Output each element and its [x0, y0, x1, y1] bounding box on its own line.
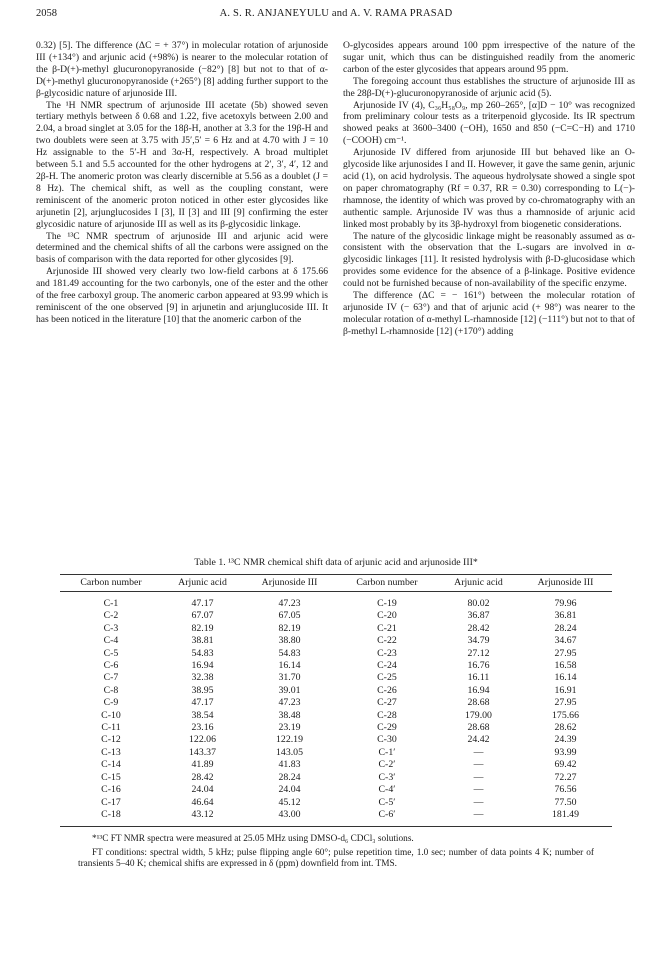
table-cell: C-24 — [377, 660, 397, 672]
table-cell: C-1′ — [378, 746, 396, 758]
table-cell: 122.19 — [276, 734, 303, 746]
table-cell: C-15 — [101, 771, 121, 783]
table-cell: C-23 — [377, 647, 397, 659]
table-row — [60, 660, 612, 672]
table-row — [60, 772, 612, 784]
table-cell: 16.11 — [467, 672, 490, 684]
table-cell: 24.04 — [278, 784, 301, 796]
table-row — [60, 623, 612, 635]
table-cell: 23.19 — [278, 722, 301, 734]
table-footnotes — [60, 834, 612, 870]
table-cell: 23.16 — [191, 722, 214, 734]
table-cell: C-3 — [103, 622, 119, 634]
table-header-row — [60, 575, 612, 592]
table-cell: C-2 — [103, 610, 119, 622]
table-cell: 122.06 — [189, 734, 216, 746]
table-cell: 45.12 — [278, 796, 301, 808]
table-cell: 39.01 — [278, 684, 301, 696]
table-row — [60, 734, 612, 746]
paragraph: Arjunoside IV differed from arjunoside III but behaved like an O-glycoside like arjunosides I and II. However, it gave the same genin, arjunic acid (1), on acid hydrolysis. The aqueous hydrolysate showed a single spot on paper chromatography (Rf = 0.37, RR = 0.30) corresponding to L(−)-rhamnose, the identity of which was proved by co-chromatography with an authentic sample. Arjunoside IV was thus a rhamnoside of arjunic acid linked most probably by its 3β-hydroxyl from biogenetic considerations. — [343, 147, 635, 230]
page-number: 2058 — [36, 8, 57, 19]
table-row — [60, 784, 612, 796]
table-cell: C-14 — [101, 759, 121, 771]
column-header: Carbon number — [356, 577, 418, 588]
table-cell: 47.17 — [191, 697, 214, 709]
column-header: Carbon number — [80, 577, 142, 588]
table-cell: 72.27 — [554, 771, 577, 783]
column-header: Arjunic acid — [178, 577, 227, 588]
table-cell: C-17 — [101, 796, 121, 808]
page-header — [36, 8, 636, 24]
table-cell: 28.68 — [467, 722, 490, 734]
table-cell: 76.56 — [554, 784, 577, 796]
table-row — [60, 672, 612, 684]
table-cell: C-9 — [103, 697, 119, 709]
table-cell: 36.81 — [554, 610, 577, 622]
table-cell: 43.00 — [278, 808, 301, 820]
table-cell: C-21 — [377, 622, 397, 634]
table-row — [60, 635, 612, 647]
table-cell: 27.12 — [467, 647, 490, 659]
table-cell: 82.19 — [191, 622, 214, 634]
table-row — [60, 610, 612, 622]
table-cell: — — [473, 808, 484, 820]
table-cell: 16.76 — [467, 660, 490, 672]
table-row — [60, 722, 612, 734]
table-cell: 36.87 — [467, 610, 490, 622]
table-cell: C-25 — [377, 672, 397, 684]
table-cell: 43.12 — [191, 808, 214, 820]
footnote: *¹³C FT NMR spectra were measured at 25.05 MHz using DMSO-d₆ CDCl₃ solutions. — [92, 834, 414, 845]
table-cell: 24.39 — [554, 734, 577, 746]
table-cell: 77.50 — [554, 796, 577, 808]
table-cell: 175.66 — [552, 709, 579, 721]
table-cell: 41.83 — [278, 759, 301, 771]
table-row — [60, 592, 612, 611]
table-cell: 46.64 — [191, 796, 214, 808]
table-cell: 54.83 — [278, 647, 301, 659]
table-cell: 16.14 — [278, 660, 301, 672]
table-cell: 28.68 — [467, 697, 490, 709]
table-cell: C-19 — [377, 598, 397, 609]
table-cell: C-22 — [377, 635, 397, 647]
table-cell: 31.70 — [278, 672, 301, 684]
table-cell: 47.23 — [278, 598, 301, 609]
table-cell: C-5 — [103, 647, 119, 659]
paragraph: The difference (ΔC = − 161°) between the molecular rotation of arjunoside IV (− 63°) and that of arjunic acid (+ 98°) was nearer to the molecular rotation of α-methyl L-rhamnoside [12] (−111°) but not to that of β-methyl L-rhamnoside [12] (+170°) adding — [343, 290, 635, 337]
table-caption: Table 1. ¹³C NMR chemical shift data of arjunic acid and arjunoside III* — [194, 557, 478, 568]
paragraph: The nature of the glycosidic linkage might be reasonably assumed as α-consistent with the observation that the L-sugars are involved in α-glycosidic linkages [11]. It resisted hydrolysis with β-D-glucosidase which provides some evidence for the absence of a β-linkage. Positive evidence could not be furnished because of non-availability of the specific enzyme. — [343, 230, 635, 290]
table-cell: 67.07 — [191, 610, 214, 622]
table-cell: C-27 — [377, 697, 397, 709]
paragraph: The ¹H NMR spectrum of arjunoside III acetate (5b) showed seven tertiary methyls between δ 0.68 and 1.22, five acetoxyls between 2.00 and 2.04, a broad singlet at 3.05 for the 18β-H, another at 3.3 for the 19β-H and two doublets were seen at 3.75 with J5′,5′ = 6 Hz and at 4.70 with J = 10 Hz assignable to the 5′-H and 3α-H, respectively. A broad multiplet between 5.1 and 5.5 accounted for the other hydrogens at 2′, 3′, 4′, 12 and 2β-H. The anomeric proton was clearly discernible at 5.56 as a doublet (J = 8 Hz). The chemical shift, as well as the coupling constant, were reminiscent of the anomeric proton noticed in other ester glycosides like arjunetin [2], arjunglucosides I [3], II [3] and III [9] confirming the ester glycosidic nature of arjunoside III as well as its β-glycosidic linkage. — [36, 99, 328, 230]
table-cell: C-30 — [377, 734, 397, 746]
table-cell: C-2′ — [378, 759, 396, 771]
table-cell: 16.94 — [191, 660, 214, 672]
table-cell: C-4′ — [378, 784, 396, 796]
table-cell: 16.91 — [554, 684, 577, 696]
table-cell: C-8 — [103, 684, 119, 696]
table-cell: 181.49 — [552, 808, 579, 820]
table-cell: 38.81 — [191, 635, 214, 647]
column-header: Arjunoside III — [261, 577, 318, 588]
table-cell: C-7 — [103, 672, 119, 684]
table-cell: C-28 — [377, 709, 397, 721]
table-cell: 54.83 — [191, 647, 214, 659]
table-cell: 28.42 — [191, 771, 214, 783]
table-cell: 79.96 — [554, 598, 577, 609]
table-row — [60, 697, 612, 709]
table-cell: 38.80 — [278, 635, 301, 647]
table-cell: C-18 — [101, 808, 121, 820]
table-cell: 16.58 — [554, 660, 577, 672]
paragraph: Arjunoside III showed very clearly two low-field carbons at δ 175.66 and 181.49 accounting for the two carbonyls, one of the ester and the other of the free carboxyl group. The anomeric carbon appeared at 93.99 which is reminiscent of the one observed [9] in arjunetin and arjunglucoside III. It has been noticed in the literature [10] that the anomeric carbon of the — [36, 266, 328, 325]
footnote: FT conditions: spectral width, 5 kHz; pulse flipping angle 60°; pulse repetition time, 1.0 sec; number of data points 4 K; number of transients 5–40 K; chemical shifts are expressed in δ (ppm) downfield from int. TMS. — [78, 847, 594, 870]
table-cell: C-29 — [377, 722, 397, 734]
table-cell: C-13 — [101, 746, 121, 758]
table-cell: C-5′ — [378, 796, 396, 808]
table-cell: 69.42 — [554, 759, 577, 771]
table-cell: C-1 — [103, 598, 119, 609]
table-row — [60, 710, 612, 722]
table-cell: 32.38 — [191, 672, 214, 684]
table-cell: C-10 — [101, 709, 121, 721]
table-row — [60, 797, 612, 809]
table-cell: 34.79 — [467, 635, 490, 647]
running-title: A. S. R. ANJANEYULU and A. V. RAMA PRASAD — [219, 8, 453, 19]
table-cell: 38.95 — [191, 684, 214, 696]
table-cell: 47.23 — [278, 697, 301, 709]
table-cell: 67.05 — [278, 610, 301, 622]
table-row — [60, 809, 612, 827]
table-cell: 38.48 — [278, 709, 301, 721]
paragraph: 0.32) [5]. The difference (ΔC = + 37°) in molecular rotation of arjunoside III (+134°) and arjunic acid (+98%) is nearer to the molecular rotation of the β-D(+)-methyl glucuronopyranoside (−82°) [8] but not to that of α-D(+)-methyl glucuronopyranoside (+265°) [8] adding further support to the β-glycosidic nature of arjunoside III. — [36, 40, 328, 99]
table-cell: C-12 — [101, 734, 121, 746]
table-row — [60, 747, 612, 759]
table-cell: 16.94 — [467, 684, 490, 696]
table-cell: C-11 — [101, 722, 121, 734]
table-cell: — — [473, 784, 484, 796]
table-cell: 27.95 — [554, 697, 577, 709]
table-cell: — — [473, 771, 484, 783]
table-body — [60, 592, 612, 827]
table-cell: 41.89 — [191, 759, 214, 771]
table-cell: 34.67 — [554, 635, 577, 647]
nmr-table-block — [60, 557, 612, 873]
table-cell: 24.42 — [467, 734, 490, 746]
table-cell: — — [473, 796, 484, 808]
table-cell: C-4 — [103, 635, 119, 647]
table-cell: C-26 — [377, 684, 397, 696]
table-cell: 93.99 — [554, 746, 577, 758]
table-cell: 28.24 — [554, 622, 577, 634]
column-header: Arjunic acid — [454, 577, 503, 588]
table-cell: 28.42 — [467, 622, 490, 634]
table-cell: 28.62 — [554, 722, 577, 734]
table-cell: C-20 — [377, 610, 397, 622]
paragraph: The ¹³C NMR spectrum of arjunoside III and arjunic acid were determined and the chemical shifts of all the carbons were assigned on the basis of comparison with the data reported for other glycosides [9]. — [36, 230, 328, 266]
table-cell: C-6′ — [378, 808, 396, 820]
table-cell: 47.17 — [191, 598, 214, 609]
table-cell: C-3′ — [378, 771, 396, 783]
left-column — [36, 40, 328, 326]
table-cell: 143.37 — [189, 746, 216, 758]
table-cell: 179.00 — [465, 709, 492, 721]
table-cell: C-16 — [101, 784, 121, 796]
table-cell: 143.05 — [276, 746, 303, 758]
table-cell: 28.24 — [278, 771, 301, 783]
table-cell: 38.54 — [191, 709, 214, 721]
table-cell: — — [473, 746, 484, 758]
table-cell: 16.14 — [554, 672, 577, 684]
right-column — [343, 40, 635, 338]
table-cell: C-6 — [103, 660, 119, 672]
table-cell: 24.04 — [191, 784, 214, 796]
table-cell: — — [473, 759, 484, 771]
column-header: Arjunoside III — [537, 577, 594, 588]
table-row — [60, 759, 612, 771]
table-cell: 27.95 — [554, 647, 577, 659]
paragraph: The foregoing account thus establishes the structure of arjunoside III as the 28β-D(+)-glucuronopyranoside of arjunic acid (5). — [343, 75, 635, 99]
table-cell: 82.19 — [278, 622, 301, 634]
table-row — [60, 648, 612, 660]
table-row — [60, 685, 612, 697]
table-cell: 80.02 — [467, 598, 490, 609]
paragraph: Arjunoside IV (4), C₃₆H₅₈O₉, mp 260–265°, [α]D − 10° was recognized from preliminary colour tests as a triterpenoid glycoside. Its IR spectrum showed peaks at 3600–3400 (−OH), 1650 and 850 (−C=C−H) and 1710 (−COOH) cm⁻¹. — [343, 99, 635, 147]
nmr-shift-table — [60, 574, 612, 827]
paragraph: O-glycosides appears around 100 ppm irrespective of the nature of the sugar unit, which thus can be distinguished readily from the anomeric carbon of the ester glycosides that appears around 95 ppm. — [343, 40, 635, 75]
